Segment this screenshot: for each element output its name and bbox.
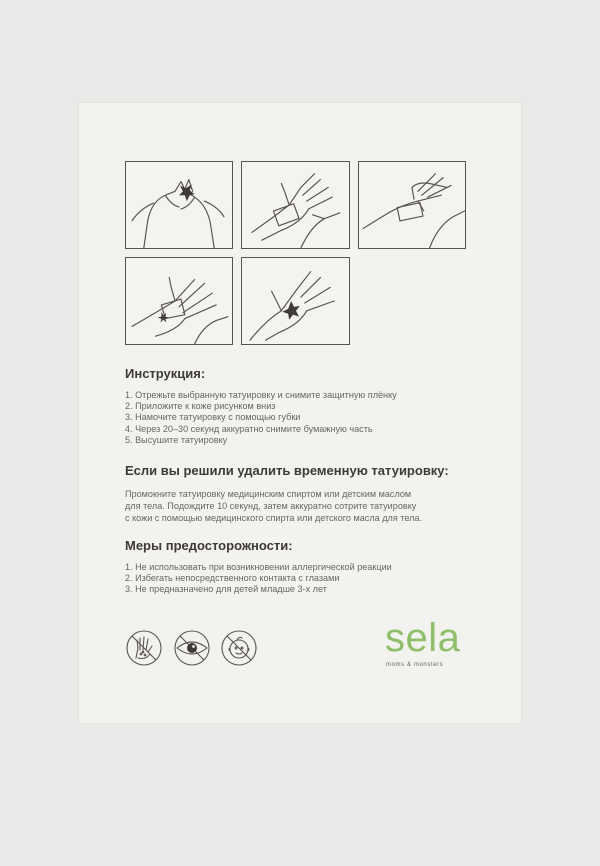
hand-peeling-paper-icon <box>126 258 232 344</box>
removal-line: для тела. Подождите 10 секунд, затем аккуратно сотрите татуировку <box>125 501 417 512</box>
brand-logo: sela <box>385 616 461 660</box>
precautions-list <box>125 562 392 596</box>
hand-sponge-wetting-icon <box>359 162 465 248</box>
list-item: 3. Намочите татуировку с помощью губки <box>125 412 301 423</box>
hands-cutting-tattoo-icon <box>126 162 232 248</box>
step-4-illustration <box>125 257 233 345</box>
list-item: 3. Не предназначено для детей младше 3-х лет <box>125 584 327 595</box>
step-1-illustration <box>125 161 233 249</box>
removal-paragraph <box>125 488 465 525</box>
list-item: 4. Через 20–30 секунд аккуратно снимите бумажную часть <box>125 423 373 434</box>
list-item: 1. Не использовать при возникновении аллергической реакции <box>125 562 392 572</box>
removal-line: Промокните татуировку медицинским спиртом или детским маслом <box>125 489 412 499</box>
step-5-illustration <box>241 257 350 345</box>
list-item: 5. Высушите татуировку <box>125 434 228 445</box>
brand-tagline: moms & monsters <box>386 662 444 668</box>
instructions-heading: Инструкция: <box>125 366 206 381</box>
no-children-icon <box>219 628 259 668</box>
list-item: 2. Приложите к коже рисунком вниз <box>125 401 276 412</box>
no-eye-contact-icon <box>172 628 212 668</box>
hand-with-star-tattoo-icon <box>242 258 349 344</box>
removal-line: с кожи с помощью медицинского спирта или детского масла для тела. <box>125 513 422 524</box>
no-allergy-hand-icon <box>124 628 164 668</box>
list-item: 1. Отрежьте выбранную татуировку и снимите защитную плёнку <box>125 390 397 400</box>
removal-heading: Если вы решили удалить временную татуировку: <box>125 463 449 478</box>
instructions-list <box>125 390 397 446</box>
precautions-heading: Меры предосторожности: <box>125 538 293 553</box>
step-3-illustration <box>358 161 466 249</box>
hand-applying-tattoo-icon <box>242 162 349 248</box>
list-item: 2. Избегать непосредственного контакта с глазами <box>125 573 340 584</box>
step-2-illustration <box>241 161 350 249</box>
